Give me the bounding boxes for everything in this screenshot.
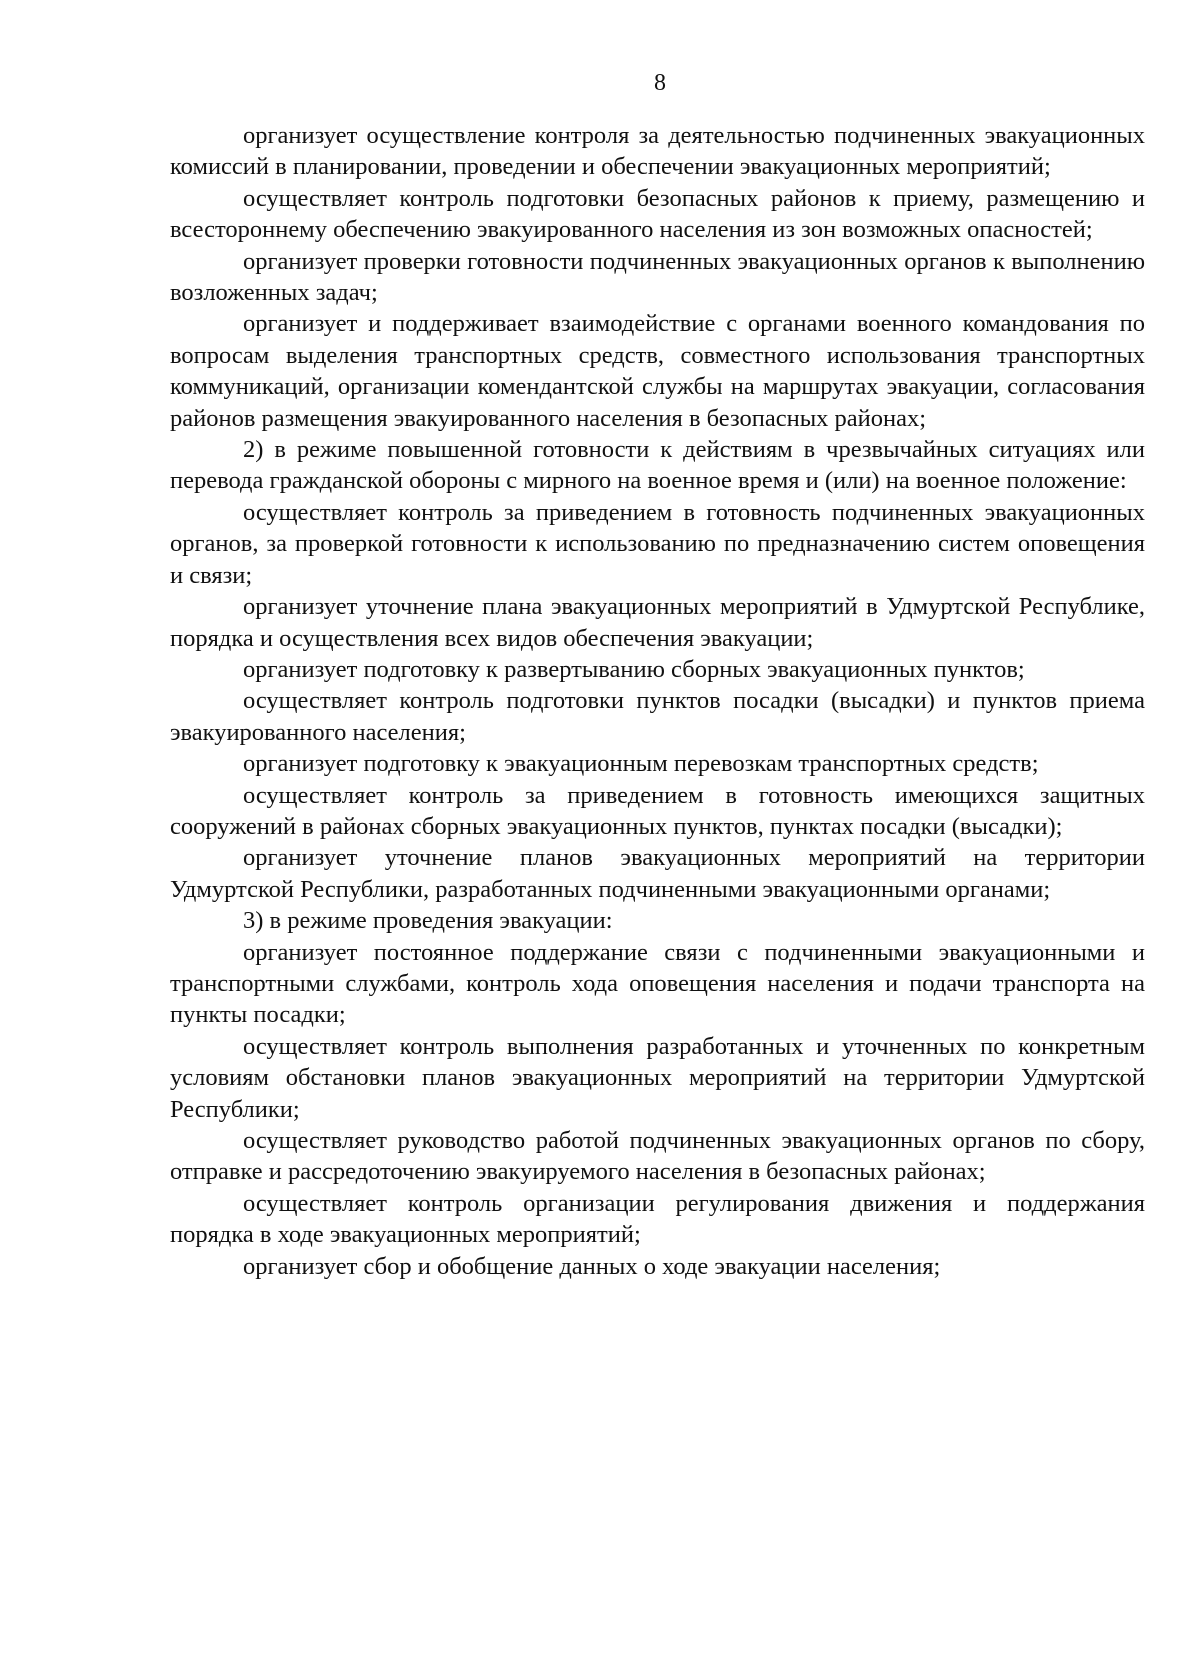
- paragraph: организует уточнение планов эвакуационных мероприятий на территории Удмуртской Республики, разработанных подчиненными эвакуационными органами;: [170, 844, 1145, 903]
- paragraph: организует уточнение плана эвакуационных мероприятий в Удмуртской Республике, порядка и осуществления всех видов обеспечения эвакуации;: [170, 593, 1145, 652]
- paragraph: осуществляет руководство работой подчиненных эвакуационных органов по сбору, отправке и рассредоточению эвакуируемого населения в безопасных районах;: [170, 1127, 1145, 1186]
- paragraph: организует постоянное поддержание связи с подчиненными эвакуационными и транспортными службами, контроль хода оповещения населения и подачи транспорта на пункты посадки;: [170, 938, 1145, 1029]
- paragraph: осуществляет контроль подготовки пунктов посадки (высадки) и пунктов приема эвакуированного населения;: [170, 687, 1145, 746]
- list-item-heading: 2) в режиме повышенной готовности к действиям в чрезвычайных ситуациях или перевода гражданской обороны с мирного на военное время и (или) на военное положение:: [170, 436, 1145, 495]
- paragraph: организует сбор и обобщение данных о ходе эвакуации населения;: [243, 1252, 941, 1280]
- paragraph: организует подготовку к эвакуационным перевозкам транспортных средств;: [243, 750, 1039, 778]
- paragraph: организует и поддерживает взаимодействие с органами военного командования по вопросам выделения транспортных средств, совместного использования транспортных коммуникаций, организации комендантской службы на маршрутах эвакуации, согласования районов размещения эвакуированного населения в безопасных районах;: [170, 310, 1145, 432]
- paragraph: осуществляет контроль выполнения разработанных и уточненных по конкретным условиям обстановки планов эвакуационных мероприятий на территории Удмуртской Республики;: [170, 1032, 1145, 1123]
- paragraph: осуществляет контроль подготовки безопасных районов к приему, размещению и всестороннему обеспечению эвакуированного населения из зон возможных опасностей;: [170, 184, 1145, 244]
- list-item-heading: 3) в режиме проведения эвакуации:: [243, 907, 613, 935]
- paragraph: организует проверки готовности подчиненных эвакуационных органов к выполнению возложенных задач;: [170, 247, 1145, 307]
- page-number: 8: [654, 70, 666, 96]
- paragraph: осуществляет контроль организации регулирования движения и поддержания порядка в ходе эвакуационных мероприятий;: [170, 1189, 1145, 1249]
- paragraph: организует осуществление контроля за деятельностью подчиненных эвакуационных комиссий в планировании, проведении и обеспечении эвакуационных мероприятий;: [170, 122, 1145, 181]
- paragraph: осуществляет контроль за приведением в готовность подчиненных эвакуационных органов, за проверкой готовности к использованию по предназначению систем оповещения и связи;: [170, 498, 1145, 589]
- paragraph: осуществляет контроль за приведением в готовность имеющихся защитных сооружений в районах сборных эвакуационных пунктов, пунктах посадки (высадки);: [170, 781, 1145, 840]
- document-body: [170, 120, 1145, 1282]
- paragraph: организует подготовку к развертыванию сборных эвакуационных пунктов;: [243, 655, 1025, 683]
